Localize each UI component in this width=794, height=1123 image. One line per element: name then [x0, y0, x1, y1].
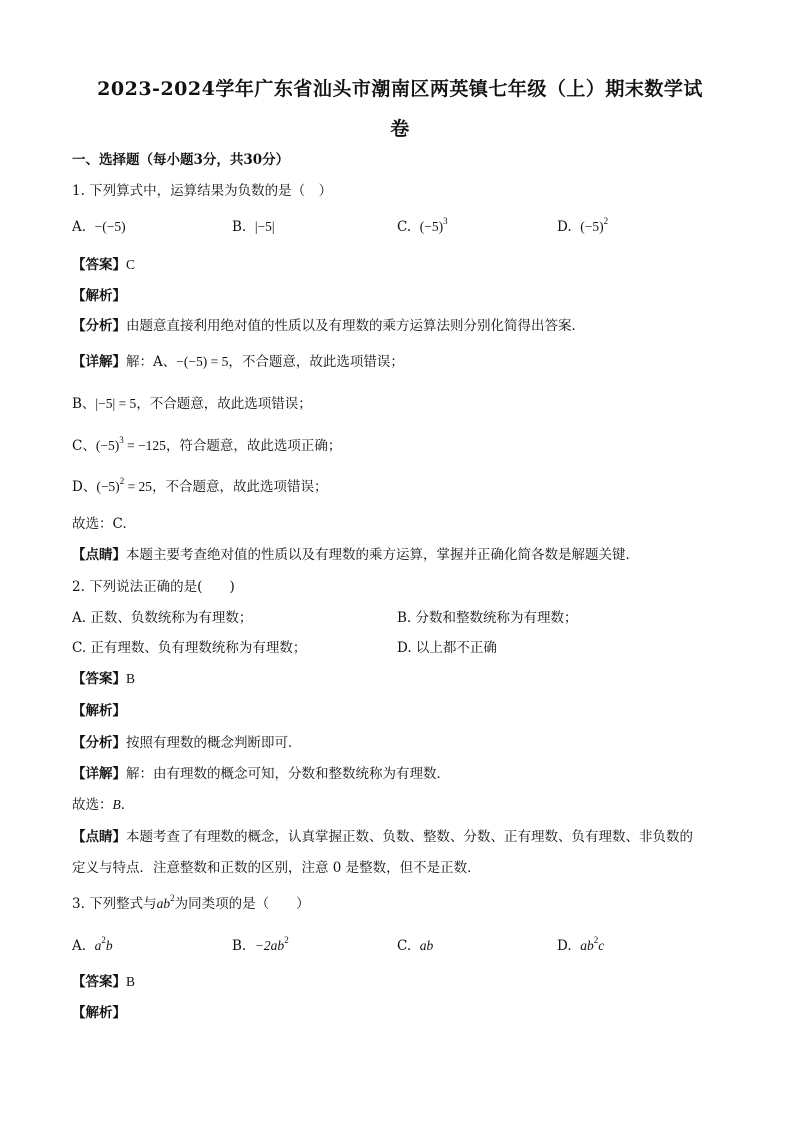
solution-exponent: 2 — [119, 476, 125, 486]
dianjing-text: 本题主要考查绝对值的性质以及有理数的乘方运算，掌握并正确化简各数是解题关键． — [126, 547, 639, 563]
q1-solution-c — [72, 437, 341, 455]
q2-choose — [72, 796, 134, 814]
fenxi-text: 按照有理数的概念判断即可． — [126, 735, 302, 751]
option-letter: A. — [72, 219, 87, 235]
q1-option-a — [72, 218, 126, 236]
answer-tag: 【答案】 — [72, 257, 126, 273]
q1-option-b — [232, 218, 275, 236]
q2-option-b: B. 分数和整数统称为有理数； — [397, 610, 578, 626]
q2-fenxi — [72, 734, 302, 752]
stem-exponent: 2 — [170, 893, 175, 903]
solution-math: |−5| = 5 — [95, 396, 137, 411]
q1-fenxi — [72, 317, 585, 335]
q2-answer — [72, 670, 135, 688]
option-letter: D. — [557, 219, 572, 235]
q3-option-b — [232, 937, 289, 955]
option-pre: ab — [580, 938, 594, 953]
option-post: b — [105, 938, 113, 953]
q2-stem: 2. 下列说法正确的是( ) — [72, 579, 235, 595]
answer-tag: 【答案】 — [72, 974, 126, 990]
option-letter: B. — [232, 219, 247, 235]
q1-jiexi-tag: 【解析】 — [72, 288, 126, 304]
xiangjie-a-math: −(−5) = 5 — [176, 354, 229, 369]
q2-option-a: A. 正数、负数统称为有理数； — [72, 610, 253, 626]
answer-value: B — [126, 671, 136, 686]
solution-prefix: C、 — [72, 438, 96, 454]
solution-base: (−5) — [95, 438, 120, 453]
solution-base: (−5) — [96, 479, 120, 494]
option-pre: −2ab — [254, 938, 285, 953]
q3-answer — [72, 973, 135, 991]
fenxi-text: 由题意直接利用绝对值的性质以及有理数的乘方运算法则分别化简得出答案． — [126, 318, 585, 334]
xiangjie-a-tail: ，不合题意，故此选项错误； — [228, 354, 404, 370]
q1-solution-b — [72, 395, 312, 413]
q1-xiangjie — [72, 353, 404, 371]
xiangjie-tag: 【详解】 — [72, 354, 126, 370]
document-title-line2: 卷 — [390, 118, 410, 140]
solution-tail: ，不合题意，故此选项错误； — [136, 396, 312, 412]
q3-jiexi-tag: 【解析】 — [72, 1005, 126, 1021]
choose-prefix: 故选： — [72, 797, 113, 813]
option-pre: ab — [419, 938, 434, 953]
option-letter: D. — [557, 938, 572, 954]
option-letter: C. — [397, 938, 412, 954]
q1-choose: 故选：C. — [72, 516, 127, 532]
solution-prefix: D、 — [72, 479, 97, 495]
solution-tail: ，不合题意，故此选项错误； — [152, 479, 328, 495]
dianjing-tag: 【点睛】 — [72, 829, 126, 845]
option-pre: a — [94, 938, 102, 953]
choose-letter: B — [112, 797, 121, 812]
xiangjie-text: 解：由有理数的概念可知，分数和整数统称为有理数． — [126, 766, 450, 782]
answer-tag: 【答案】 — [72, 671, 126, 687]
stem-prefix: 3. 下列整式与 — [72, 896, 157, 912]
q1-solution-d — [72, 478, 328, 496]
q2-dianjing-line2: 定义与特点．注意整数和正数的区别，注意 0 是整数，但不是正数． — [72, 860, 481, 876]
q2-xiangjie — [72, 765, 450, 783]
q1-answer — [72, 256, 135, 274]
xiangjie-tag: 【详解】 — [72, 766, 126, 782]
fenxi-tag: 【分析】 — [72, 735, 126, 751]
option-post: c — [598, 938, 605, 953]
option-exponent: 3 — [443, 216, 448, 226]
option-letter: A. — [72, 938, 87, 954]
option-exponent: 2 — [593, 935, 599, 945]
solution-exponent: 3 — [119, 435, 124, 445]
section-heading: 一、选择题（每小题3分，共30分） — [72, 152, 290, 168]
answer-value: B — [126, 974, 136, 989]
solution-rest: = 25 — [124, 479, 153, 494]
q3-option-a — [72, 937, 113, 955]
q1-option-c — [397, 218, 448, 236]
option-base: (−5) — [419, 219, 444, 234]
q2-dianjing-line1 — [72, 828, 693, 846]
solution-prefix: B、 — [72, 396, 96, 412]
q2-option-d: D. 以上都不正确 — [397, 640, 497, 656]
q3-option-c — [397, 937, 433, 955]
stem-suffix: 为同类项的是（ ） — [174, 896, 310, 912]
option-expr: −(−5) — [94, 219, 126, 234]
solution-tail: ，符合题意，故此选项正确； — [165, 438, 342, 454]
q1-stem: 1. 下列算式中，运算结果为负数的是（ ） — [72, 183, 333, 199]
dianjing-text: 本题考查了有理数的概念，认真掌握正数、负数、整数、分数、正有理数、负有理数、非负数的 — [126, 829, 693, 845]
q2-jiexi-tag: 【解析】 — [72, 703, 126, 719]
solution-rest: = −125 — [123, 438, 166, 453]
option-exponent: 2 — [284, 935, 289, 945]
choose-suffix: ． — [120, 797, 135, 813]
q2-option-c: C. 正有理数、负有理数统称为有理数； — [72, 640, 307, 656]
dianjing-tag: 【点睛】 — [72, 547, 126, 563]
q3-option-d — [557, 937, 604, 955]
option-letter: B. — [232, 938, 247, 954]
option-expr: |−5| — [254, 219, 275, 234]
option-exponent: 2 — [603, 216, 609, 226]
fenxi-tag: 【分析】 — [72, 318, 126, 334]
q3-stem — [72, 895, 310, 913]
xiangjie-intro: 解：A、 — [126, 354, 177, 370]
q1-option-d — [557, 218, 608, 236]
document-title-line1: 2023-2024学年广东省汕头市潮南区两英镇七年级（上）期末数学试 — [97, 78, 703, 100]
answer-value: C — [126, 257, 136, 272]
option-base: (−5) — [580, 219, 604, 234]
q1-dianjing — [72, 546, 639, 564]
stem-base: ab — [156, 896, 171, 911]
option-exponent: 2 — [101, 935, 106, 945]
option-letter: C. — [397, 219, 412, 235]
